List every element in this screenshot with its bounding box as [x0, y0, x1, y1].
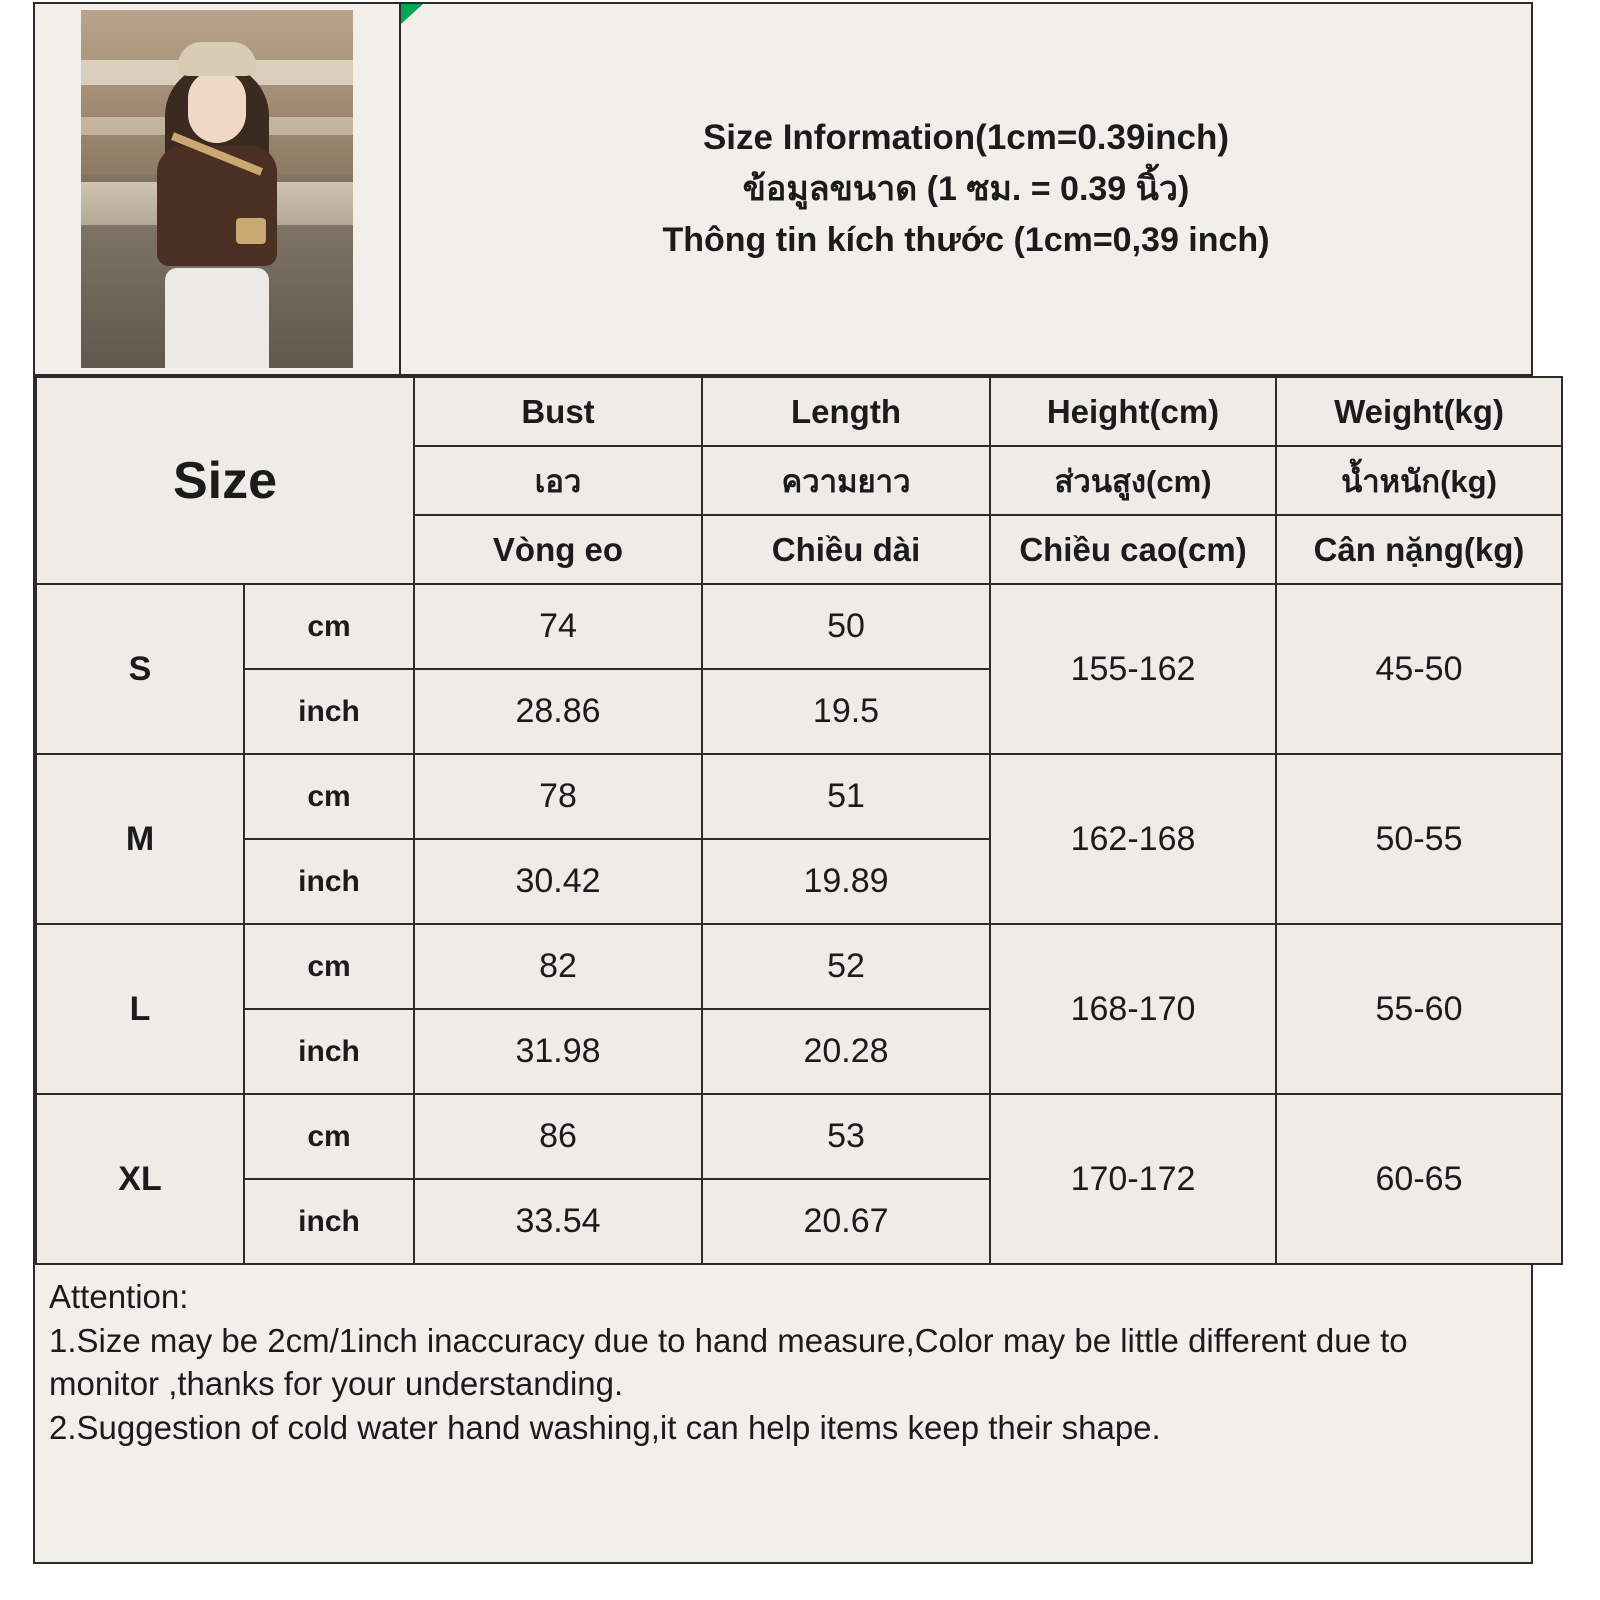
- height-header-th: ส่วนสูง(cm): [990, 446, 1276, 515]
- bust-cm-l: 82: [414, 924, 702, 1009]
- length-header-en: Length: [702, 377, 990, 446]
- row-size-l: L: [36, 924, 244, 1094]
- model-photo: [81, 10, 353, 368]
- length-cm-l: 52: [702, 924, 990, 1009]
- weight-m: 50-55: [1276, 754, 1562, 924]
- weight-header-en: Weight(kg): [1276, 377, 1562, 446]
- title-english: Size Information(1cm=0.39inch): [702, 117, 1230, 157]
- bust-inch-xl: 33.54: [414, 1179, 702, 1264]
- weight-l: 55-60: [1276, 924, 1562, 1094]
- height-s: 155-162: [990, 584, 1276, 754]
- length-cm-xl: 53: [702, 1094, 990, 1179]
- title-vietnamese: Thông tin kích thước (1cm=0,39 inch): [662, 221, 1270, 260]
- table-row: [36, 754, 1562, 839]
- bust-inch-l: 31.98: [414, 1009, 702, 1094]
- size-chart-sheet: [33, 2, 1533, 1564]
- height-m: 162-168: [990, 754, 1276, 924]
- height-header-vi: Chiều cao(cm): [990, 515, 1276, 584]
- weight-header-th: น้ำหนัก(kg): [1276, 446, 1562, 515]
- length-inch-l: 20.28: [702, 1009, 990, 1094]
- height-header-en: Height(cm): [990, 377, 1276, 446]
- attention-line-1: 1.Size may be 2cm/1inch inaccuracy due to hand measure,Color may be little different due to monitor ,thanks for your understanding.: [49, 1321, 1408, 1403]
- table-row: [36, 924, 1562, 1009]
- title-thai: ข้อมูลขนาด (1 ซม. = 0.39 นิ้ว): [742, 170, 1190, 209]
- photo-model-pants: [165, 268, 269, 368]
- unit-cm-m: cm: [244, 754, 414, 839]
- weight-s: 45-50: [1276, 584, 1562, 754]
- bust-header-th: เอว: [414, 446, 702, 515]
- unit-cm-s: cm: [244, 584, 414, 669]
- length-inch-m: 19.89: [702, 839, 990, 924]
- header-band: [35, 4, 1531, 376]
- length-inch-xl: 20.67: [702, 1179, 990, 1264]
- table-row: [36, 584, 1562, 669]
- product-photo-cell: [35, 4, 401, 374]
- photo-model-hat: [178, 42, 256, 76]
- title-cell: [401, 4, 1531, 374]
- unit-inch-s: inch: [244, 669, 414, 754]
- bust-inch-m: 30.42: [414, 839, 702, 924]
- length-header-vi: Chiều dài: [702, 515, 990, 584]
- photo-model-top: [157, 146, 277, 266]
- unit-cm-l: cm: [244, 924, 414, 1009]
- photo-model-face: [188, 71, 246, 143]
- row-size-xl: XL: [36, 1094, 244, 1264]
- length-cm-m: 51: [702, 754, 990, 839]
- unit-inch-l: inch: [244, 1009, 414, 1094]
- length-inch-s: 19.5: [702, 669, 990, 754]
- height-l: 168-170: [990, 924, 1276, 1094]
- unit-inch-m: inch: [244, 839, 414, 924]
- height-xl: 170-172: [990, 1094, 1276, 1264]
- bust-cm-m: 78: [414, 754, 702, 839]
- length-header-th: ความยาว: [702, 446, 990, 515]
- length-cm-s: 50: [702, 584, 990, 669]
- unit-inch-xl: inch: [244, 1179, 414, 1264]
- weight-header-vi: Cân nặng(kg): [1276, 515, 1562, 584]
- unit-cm-xl: cm: [244, 1094, 414, 1179]
- attention-section: [35, 1263, 1531, 1562]
- weight-xl: 60-65: [1276, 1094, 1562, 1264]
- size-table: [35, 376, 1563, 1265]
- row-size-m: M: [36, 754, 244, 924]
- bust-header-en: Bust: [414, 377, 702, 446]
- attention-line-2: 2.Suggestion of cold water hand washing,it can help items keep their shape.: [49, 1408, 1161, 1446]
- table-header-row-en: [36, 377, 1562, 446]
- green-corner-marker: [401, 4, 423, 24]
- bust-header-vi: Vòng eo: [414, 515, 702, 584]
- attention-heading: Attention:: [49, 1278, 189, 1315]
- bust-inch-s: 28.86: [414, 669, 702, 754]
- table-row: [36, 1094, 1562, 1179]
- bust-cm-s: 74: [414, 584, 702, 669]
- row-size-s: S: [36, 584, 244, 754]
- photo-bag: [236, 218, 266, 244]
- bust-cm-xl: 86: [414, 1094, 702, 1179]
- size-header-cell: Size: [36, 377, 414, 584]
